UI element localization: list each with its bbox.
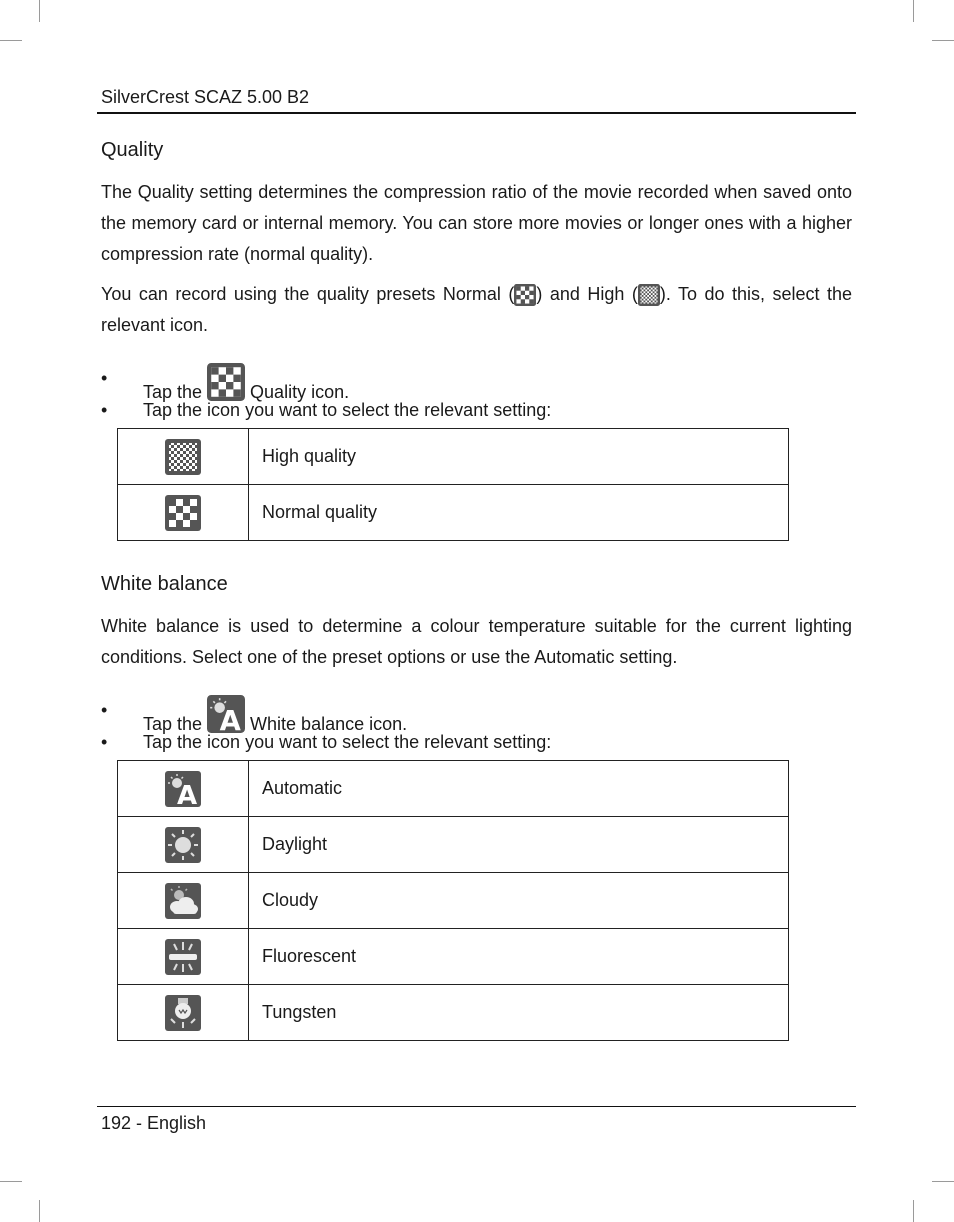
setting-label: Normal quality: [249, 485, 789, 541]
setting-label: Cloudy: [249, 873, 789, 929]
crop-mark: [913, 0, 914, 22]
crop-mark: [39, 0, 40, 22]
quality-presets-paragraph: You can record using the quality presets Normal ( ) and High ( ). To do this, select the relevant icon.: [101, 284, 852, 335]
crop-mark: [0, 40, 22, 41]
table-row[interactable]: [118, 929, 789, 985]
table-row[interactable]: [118, 485, 789, 541]
normal-quality-icon: [514, 284, 536, 306]
footer-divider: [97, 1106, 856, 1107]
quality-settings-table: [117, 428, 789, 541]
page-number: 192 - English: [101, 1113, 207, 1133]
high-quality-icon: [638, 284, 660, 306]
setting-label: Tungsten: [249, 985, 789, 1041]
white-balance-paragraph: White balance is used to determine a colour temperature suitable for the current lighting conditions. Select one of the preset options or use the Automatic setting.: [101, 616, 852, 667]
setting-label: High quality: [249, 429, 789, 485]
white-balance-heading: White balance: [101, 573, 228, 595]
quality-paragraph: The Quality setting determines the compression ratio of the movie recorded when saved onto the memory card or internal memory. You can store more movies or longer ones with a higher compression rate (normal quality).: [101, 182, 852, 264]
table-row[interactable]: [118, 985, 789, 1041]
setting-label: Fluorescent: [249, 929, 789, 985]
page-header: SilverCrest SCAZ 5.00 B2: [101, 87, 310, 107]
table-row[interactable]: [118, 761, 789, 817]
crop-mark: [0, 1181, 22, 1182]
fluorescent-icon: [165, 939, 201, 975]
daylight-icon: [165, 827, 201, 863]
crop-mark: [39, 1200, 40, 1222]
setting-label: Daylight: [249, 817, 789, 873]
quality-heading: Quality: [101, 139, 164, 161]
table-row[interactable]: [118, 817, 789, 873]
table-row[interactable]: [118, 429, 789, 485]
high-quality-icon: [165, 439, 201, 475]
tungsten-icon: [165, 995, 201, 1031]
header-divider: [97, 112, 856, 114]
setting-label: Automatic: [249, 761, 789, 817]
crop-mark: [913, 1200, 914, 1222]
table-row[interactable]: [118, 873, 789, 929]
svg-text:A: A: [219, 705, 241, 733]
white-balance-settings-table: [117, 760, 789, 1041]
normal-quality-icon: [165, 495, 201, 531]
crop-mark: [932, 40, 954, 41]
cloudy-icon: [165, 883, 201, 919]
automatic-wb-icon: [165, 771, 201, 807]
svg-text:A: A: [176, 780, 198, 807]
crop-mark: [932, 1181, 954, 1182]
